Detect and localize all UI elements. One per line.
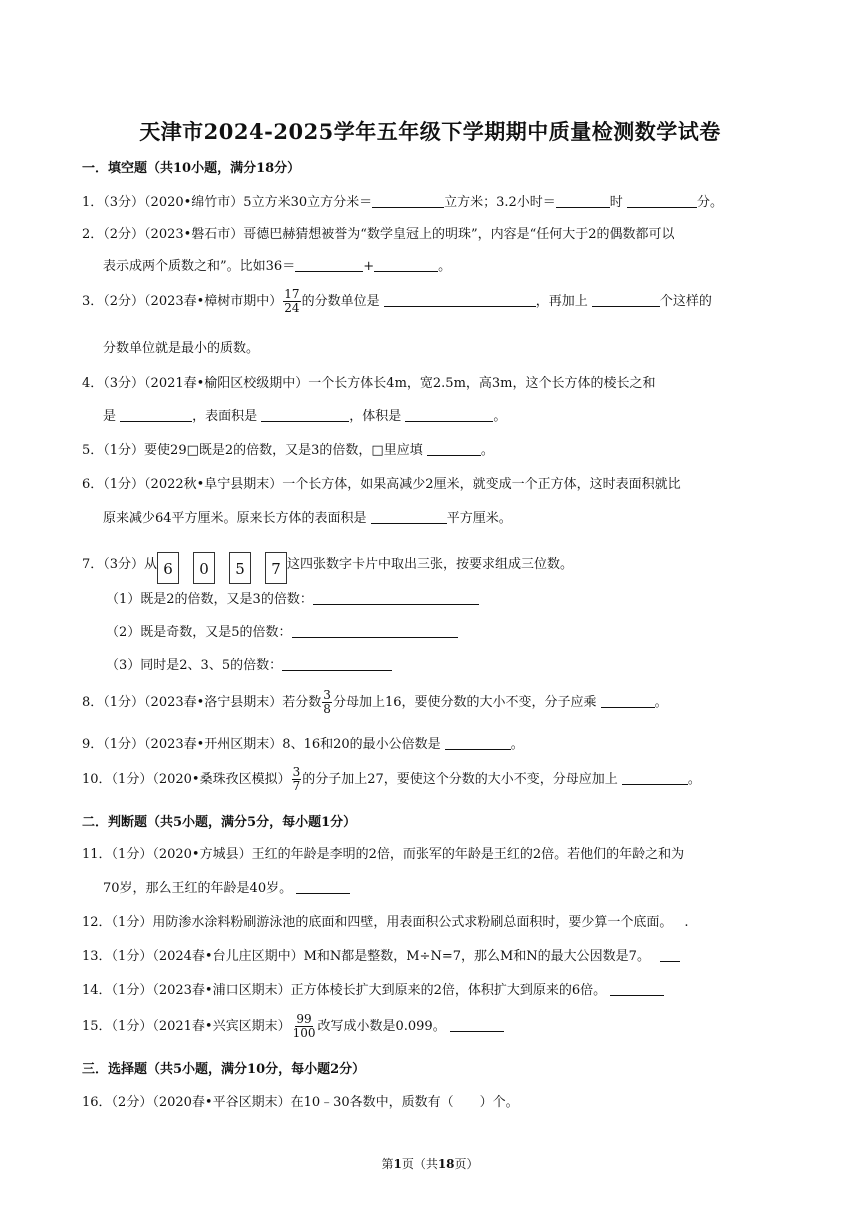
question-14: 14．（1分）（2023春•浦口区期末）正方体棱长扩大到原来的2倍，体积扩大到原来的6倍。 xyxy=(82,979,664,998)
page-number: 1 xyxy=(393,1157,402,1171)
fraction: $\frac{99}{100}$ xyxy=(292,1012,316,1040)
question-1: 1．（3分）（2020•绵竹市）5立方米30立方分米＝ 立方米；3.2小时＝ 时 分。 xyxy=(82,195,723,210)
digit-card: 6 xyxy=(157,552,179,584)
question-4: 4．（3分）（2021春•榆阳区校级期中）一个长方体长4m，宽2.5m，高3m，这个长方体的棱长之和 xyxy=(82,376,656,391)
fraction: $\frac{3}{8}$ xyxy=(323,688,331,716)
question-10: 10．（1分）（2020•桑珠孜区模拟） $\frac{3}{7}$ 的分子加上27，要使这个分数的大小不变，分母应加上 。 xyxy=(82,765,701,793)
question-3-cont: 分数单位就是最小的质数。 xyxy=(103,341,260,356)
answer-blank[interactable] xyxy=(622,771,688,785)
digit-card: 5 xyxy=(229,552,251,584)
answer-blank[interactable] xyxy=(261,408,349,422)
page-title: 天津市2024-2025学年五年级下学期期中质量检测数学试卷 xyxy=(139,119,721,144)
answer-blank[interactable] xyxy=(405,408,493,422)
question-12: 12．（1分）用防渗水涂料粉刷游泳池的底面和四壁，用表面积公式求粉刷总面积时，要少算一个底面。 . xyxy=(82,915,689,930)
answer-blank[interactable] xyxy=(372,194,444,208)
answer-blank[interactable] xyxy=(371,510,447,524)
answer-blank[interactable] xyxy=(374,258,438,272)
question-2-cont: 表示成两个质数之和”。比如36＝ + 。 xyxy=(103,259,452,274)
question-16: 16．（2分）（2020春•平谷区期末）在10﹣30各数中，质数有（ ）个。 xyxy=(82,1095,519,1110)
fraction: $\frac{17}{24}$ xyxy=(284,287,300,315)
question-7-part-1: （1）既是2的倍数，又是3的倍数： xyxy=(106,588,479,607)
question-2: 2．（2分）（2023•磐石市）哥德巴赫猜想被誉为“数学皇冠上的明珠”，内容是“任何大于2的偶数都可以 xyxy=(82,227,675,242)
question-6: 6．（1分）（2022秋•阜宁县期末）一个长方体，如果高减少2厘米，就变成一个正方体，这时表面积就比 xyxy=(82,477,681,492)
question-5: 5．（1分）要使29□既是2的倍数，又是3的倍数，□里应填 。 xyxy=(82,443,494,458)
digit-card: 7 xyxy=(265,552,287,584)
question-7: 7．（3分）从 6 0 5 7 这四张数字卡片中取出三张，按要求组成三位数。 xyxy=(82,552,573,584)
question-13: 13．（1分）（2024春•台儿庄区期中）M和N都是整数，M÷N=7，那么M和N的最大公因数是7。 xyxy=(82,945,680,964)
fraction: $\frac{3}{7}$ xyxy=(292,765,301,793)
answer-blank[interactable] xyxy=(592,293,660,307)
digit-card: 0 xyxy=(193,552,215,584)
question-8: 8．（1分）（2023春•洛宁县期末）若分数 $\frac{3}{8}$ 分母加上16，要使分数的大小不变，分子应乘 。 xyxy=(82,688,668,716)
answer-blank[interactable] xyxy=(556,194,610,208)
answer-blank[interactable] xyxy=(427,442,481,456)
digit-cards xyxy=(157,552,287,584)
answer-blank[interactable] xyxy=(292,624,458,638)
answer-blank[interactable] xyxy=(295,258,363,272)
page-total: 18 xyxy=(437,1157,455,1171)
section-heading-true-false: 二．判断题（共5小题，满分5分，每小题1分） xyxy=(82,815,357,830)
question-9: 9．（1分）（2023春•开州区期末）8、16和20的最小公倍数是 。 xyxy=(82,737,524,752)
answer-blank[interactable] xyxy=(384,293,536,307)
answer-blank[interactable] xyxy=(445,736,511,750)
answer-blank[interactable] xyxy=(282,657,392,671)
question-3: 3．（2分）（2023春•樟树市期中） $\frac{17}{24}$ 的分数单位是 ，再加上 个这样的 xyxy=(82,287,712,315)
answer-blank[interactable] xyxy=(120,408,192,422)
question-6-cont: 原来减少64平方厘米。原来长方体的表面积是 平方厘米。 xyxy=(103,511,512,526)
question-11: 11．（1分）（2020•方城县）王红的年龄是李明的2倍，而张军的年龄是王红的2倍。若他们的年龄之和为 xyxy=(82,847,685,862)
answer-blank[interactable] xyxy=(296,880,350,894)
page-footer: 第1页（共18页） xyxy=(381,1157,479,1171)
question-15: 15．（1分）（2021春•兴宾区期末） $\frac{99}{100}$ 改写成小数是0.099。 xyxy=(82,1013,504,1040)
question-4-cont: 是 ，表面积是 ，体积是 。 xyxy=(103,409,507,424)
answer-blank[interactable] xyxy=(601,694,655,708)
section-heading-multiple-choice: 三．选择题（共5小题，满分10分，每小题2分） xyxy=(82,1062,366,1077)
answer-blank[interactable] xyxy=(313,591,479,605)
answer-blank[interactable] xyxy=(627,194,697,208)
answer-blank[interactable] xyxy=(450,1018,504,1032)
question-7-part-2: （2）既是奇数，又是5的倍数： xyxy=(106,621,458,640)
section-heading-fill-in: 一．填空题（共10小题，满分18分） xyxy=(82,161,301,176)
answer-blank[interactable] xyxy=(610,982,664,996)
question-11-cont: 70岁，那么王红的年龄是40岁。 xyxy=(103,877,350,896)
question-7-part-3: （3）同时是2、3、5的倍数： xyxy=(106,654,392,673)
answer-blank[interactable] xyxy=(660,948,680,962)
